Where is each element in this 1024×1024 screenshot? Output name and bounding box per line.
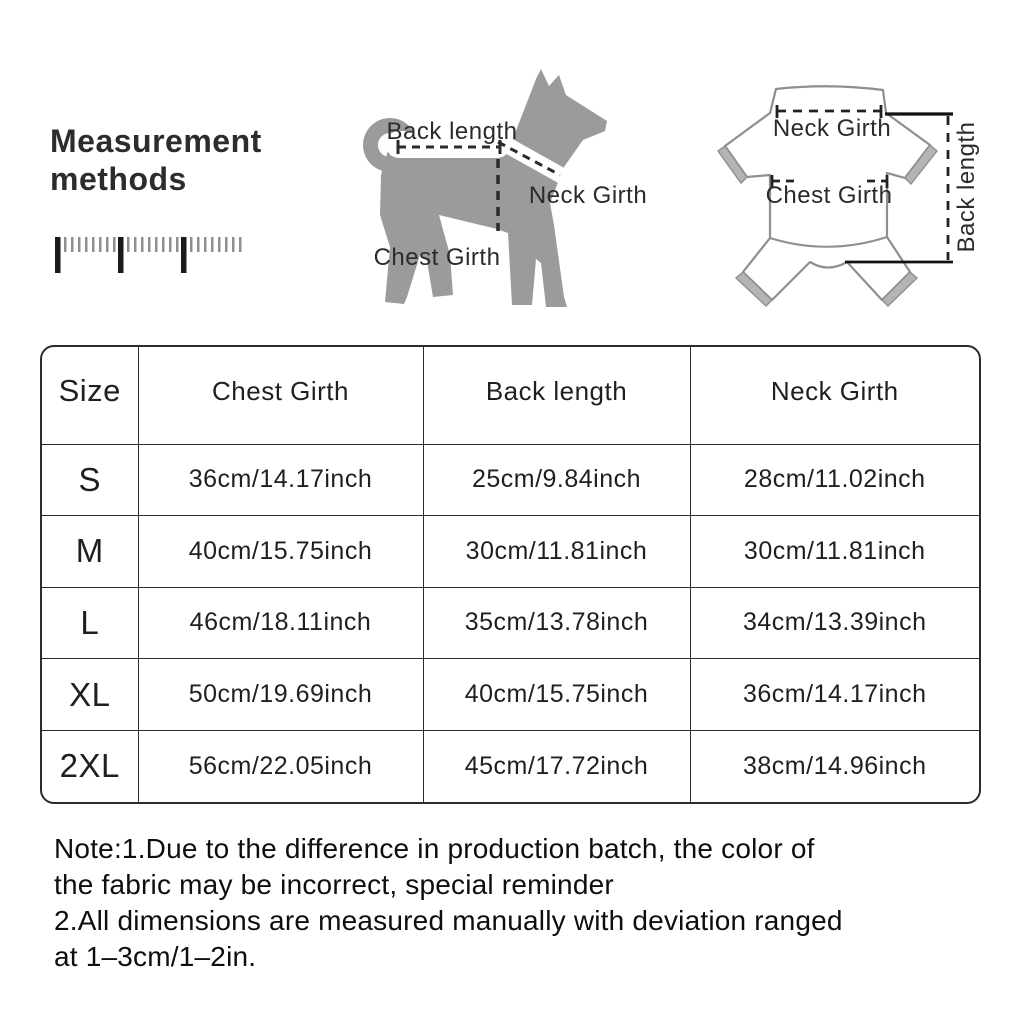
chest-girth-cell: 56cm/22.05inch bbox=[138, 730, 423, 802]
size-cell: S bbox=[42, 444, 138, 516]
size-table bbox=[40, 345, 981, 804]
column-header-back-length: Back length bbox=[423, 347, 690, 444]
table-row-m bbox=[42, 516, 979, 588]
size-cell: 2XL bbox=[42, 730, 138, 802]
dog-chest-girth-label: Chest Girth bbox=[373, 244, 501, 271]
page-title bbox=[50, 122, 262, 198]
note-line-1: Note:1.Due to the difference in production batch, the color of bbox=[54, 833, 815, 864]
ruler-icon bbox=[55, 237, 245, 277]
neck-girth-cell: 38cm/14.96inch bbox=[690, 730, 979, 802]
note-line-4: at 1–3cm/1–2in. bbox=[54, 941, 257, 972]
back-length-cell: 25cm/9.84inch bbox=[423, 444, 690, 516]
note-text bbox=[54, 831, 994, 975]
note-line-2: the fabric may be incorrect, special reminder bbox=[54, 869, 614, 900]
page-title-line2: methods bbox=[50, 161, 187, 197]
neck-girth-cell: 34cm/13.39inch bbox=[690, 587, 979, 659]
neck-girth-cell: 36cm/14.17inch bbox=[690, 659, 979, 731]
back-length-cell: 40cm/15.75inch bbox=[423, 659, 690, 731]
garment-back-length-label: Back length bbox=[953, 121, 980, 253]
garment-neck-girth-label: Neck Girth bbox=[772, 115, 892, 142]
table-row-l bbox=[42, 587, 979, 659]
ruler-small-ticks bbox=[58, 237, 242, 277]
table-row-2xl bbox=[42, 730, 979, 802]
note-line-3: 2.All dimensions are measured manually with deviation ranged bbox=[54, 905, 843, 936]
column-header-neck-girth: Neck Girth bbox=[690, 347, 979, 444]
dog-neck-girth-label: Neck Girth bbox=[528, 182, 648, 209]
column-header-size: Size bbox=[42, 347, 138, 444]
chest-girth-cell: 46cm/18.11inch bbox=[138, 587, 423, 659]
size-cell: L bbox=[42, 587, 138, 659]
dog-back-length-label: Back length bbox=[386, 118, 518, 145]
size-cell: XL bbox=[42, 659, 138, 731]
neck-girth-cell: 28cm/11.02inch bbox=[690, 444, 979, 516]
table-row-s bbox=[42, 444, 979, 516]
chest-girth-cell: 36cm/14.17inch bbox=[138, 444, 423, 516]
column-header-chest-girth: Chest Girth bbox=[138, 347, 423, 444]
size-cell: M bbox=[42, 516, 138, 588]
size-table-grid bbox=[42, 347, 979, 802]
table-header-row bbox=[42, 347, 979, 444]
garment-chest-girth-label: Chest Girth bbox=[765, 182, 893, 209]
table-row-xl bbox=[42, 659, 979, 731]
back-length-cell: 45cm/17.72inch bbox=[423, 730, 690, 802]
chest-girth-cell: 50cm/19.69inch bbox=[138, 659, 423, 731]
back-length-cell: 35cm/13.78inch bbox=[423, 587, 690, 659]
ruler-major-tick bbox=[118, 237, 124, 273]
ruler-major-tick bbox=[181, 237, 187, 273]
neck-girth-cell: 30cm/11.81inch bbox=[690, 516, 979, 588]
ruler-major-tick bbox=[55, 237, 61, 273]
page-title-line1: Measurement bbox=[50, 123, 262, 159]
chest-girth-cell: 40cm/15.75inch bbox=[138, 516, 423, 588]
back-length-cell: 30cm/11.81inch bbox=[423, 516, 690, 588]
